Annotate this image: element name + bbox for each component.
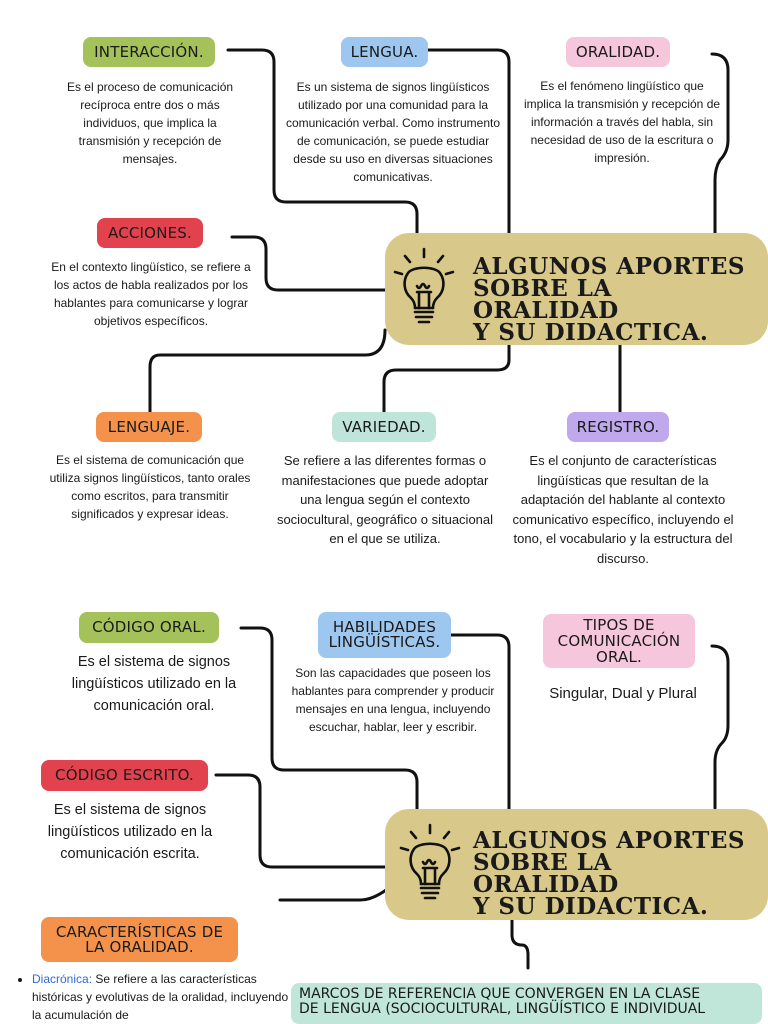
marcos-referencia-banner: MARCOS DE REFERENCIA QUE CONVERGEN EN LA CLASE DE LENGUA (SOCIOCULTURAL, LINGÜÍSTICO E INDIVIDUAL (291, 983, 762, 1024)
variedad-pill: VARIEDAD. (332, 412, 436, 442)
lengua-description: Es un sistema de signos lingüísticos utilizado por una comunidad para la comunicación verbal. Como instrumento de comunicación, se puede estudiar desde su uso en diversas situaciones comunicativas. (285, 80, 501, 184)
lenguaje-pill: LENGUAJE. (96, 412, 202, 442)
codigo-escrito-pill: CÓDIGO ESCRITO. (41, 760, 208, 791)
acciones-pill: ACCIONES. (97, 218, 203, 248)
interaccion-pill: INTERACCIÓN. (83, 37, 215, 67)
acciones-description: En el contexto lingüístico, se refiere a los actos de habla realizados por los hablantes para comunicarse y lograr objetivos específicos. (51, 260, 251, 328)
caracteristicas-pill: CARACTERÍSTICAS DE LA ORALIDAD. (41, 917, 238, 962)
tipos-description: Singular, Dual y Plural (549, 685, 697, 702)
registro-description: Es el conjunto de características lingüísticas que resultan de la adaptación del hablante al contexto comunicativo específico, incluyendo el tono, el vocabulario y la estructura del discurso. (512, 453, 734, 566)
lengua-pill: LENGUA. (341, 37, 428, 67)
oralidad-description: Es el fenómeno lingüístico que implica la transmisión y recepción de información a través del habla, sin necesidad de uso de la escritura o impresión. (523, 79, 721, 165)
lightbulb-icon (391, 246, 457, 328)
lightbulb-icon (397, 822, 463, 904)
codigo-oral-pill: CÓDIGO ORAL. (79, 612, 219, 643)
interaccion-description: Es el proceso de comunicación recíproca entre dos o más individuos, que implica la transmisión y recepción de mensajes. (66, 80, 234, 166)
habilidades-description: Son las capacidades que poseen los hablantes para comprender y producir mensajes en una lengua, incluyendo escuchar, hablar, leer y escribir. (291, 666, 495, 734)
bullet-text: Se refiere a las características históricas y evolutivas de la oralidad, incluyendo la acumulación de (32, 972, 289, 1022)
registro-pill: REGISTRO. (567, 412, 669, 442)
caracteristicas-list (14, 970, 300, 1024)
list-item (32, 970, 300, 1024)
lenguaje-description: Es el sistema de comunicación que utiliza signos lingüísticos, tanto orales como escritos, para transmitir significados y expresar ideas. (49, 453, 251, 521)
variedad-description: Se refiere a las diferentes formas o manifestaciones que puede adoptar una lengua según el contexto sociocultural, geográfico o situacional en el que se utiliza. (276, 453, 494, 546)
oralidad-pill: ORALIDAD. (566, 37, 670, 67)
codigo-escrito-description: Es el sistema de signos lingüísticos utilizado en la comunicación escrita. (47, 802, 213, 862)
bottom-center-title: ALGUNOS APORTES SOBRE LA ORALIDAD Y SU DIDACTICA. (473, 827, 746, 920)
tipos-pill: TIPOS DE COMUNICACIÓN ORAL. (543, 614, 695, 668)
bullet-term: Diacrónica: (32, 972, 93, 986)
top-center-title: ALGUNOS APORTES SOBRE LA ORALIDAD Y SU DIDACTICA. (473, 253, 746, 346)
habilidades-pill: HABILIDADES LINGÜÍSTICAS. (318, 612, 451, 658)
codigo-oral-description: Es el sistema de signos lingüísticos utilizado en la comunicación oral. (71, 654, 237, 714)
